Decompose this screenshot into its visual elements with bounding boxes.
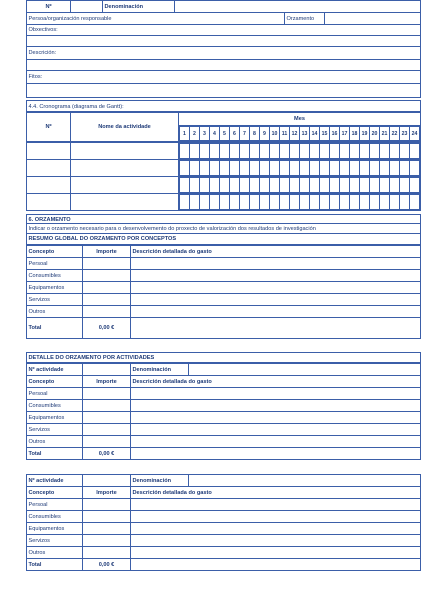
obxectivos-label: Obxectivos: <box>26 25 421 36</box>
concept-row <box>27 400 421 412</box>
gantt-month-cell[interactable] <box>190 161 200 176</box>
concept-label: Outros <box>27 547 83 559</box>
total-label: Total <box>27 559 83 571</box>
importe-cell[interactable] <box>83 535 131 547</box>
section6-title: 6. ORZAMENTO <box>26 214 421 224</box>
gantt-month-cell[interactable] <box>260 178 270 193</box>
fitos-field[interactable] <box>26 84 421 98</box>
concept-row <box>27 270 421 282</box>
gantt-month-cell[interactable] <box>230 195 240 210</box>
concept-row <box>27 523 421 535</box>
concept-label: Consumibles <box>27 400 83 412</box>
gantt-month-cell[interactable] <box>410 178 420 193</box>
gantt-month-cell[interactable] <box>240 178 250 193</box>
descricion-cell[interactable] <box>131 306 421 318</box>
gantt-month-cell[interactable] <box>370 195 380 210</box>
resumo-table <box>26 245 421 339</box>
col-descricion: Descrición detallada do gasto <box>131 376 421 388</box>
gantt-month: 17 <box>340 127 350 141</box>
gantt-month: 13 <box>300 127 310 141</box>
concept-row <box>27 294 421 306</box>
gantt-month-cell[interactable] <box>180 144 190 159</box>
concept-label: Consumibles <box>27 511 83 523</box>
gantt-month-cell[interactable] <box>400 195 410 210</box>
gantt-month: 3 <box>200 127 210 141</box>
total-row <box>27 559 421 571</box>
gantt-month: 18 <box>350 127 360 141</box>
total-value: 0,00 € <box>83 318 131 339</box>
gantt-month-cell[interactable] <box>360 178 370 193</box>
gantt-month-cell[interactable] <box>200 161 210 176</box>
descricion-cell[interactable] <box>131 282 421 294</box>
importe-cell[interactable] <box>83 547 131 559</box>
orzamento-section <box>26 214 421 339</box>
gantt-row-months <box>179 160 421 177</box>
gantt-month-cell[interactable] <box>280 195 290 210</box>
concept-row <box>27 282 421 294</box>
gantt-month-cell[interactable] <box>230 161 240 176</box>
gantt-row <box>27 143 421 160</box>
activity-header-table <box>26 0 421 25</box>
concept-label: Outros <box>27 306 83 318</box>
gantt-month-cell[interactable] <box>240 161 250 176</box>
concept-row <box>27 499 421 511</box>
descricion-cell[interactable] <box>131 523 421 535</box>
gantt-month-cell[interactable] <box>250 144 260 159</box>
gantt-month-cell[interactable] <box>180 161 190 176</box>
gantt-row-name[interactable] <box>71 177 179 194</box>
gantt-month-cell[interactable] <box>330 161 340 176</box>
gantt-month-cell[interactable] <box>340 161 350 176</box>
gantt-month-cell[interactable] <box>310 144 320 159</box>
descricion-cell[interactable] <box>131 400 421 412</box>
importe-cell[interactable] <box>83 436 131 448</box>
gantt-month-cell[interactable] <box>270 195 280 210</box>
gantt-month-cell[interactable] <box>400 144 410 159</box>
denominacion-label: Denominación <box>103 1 175 13</box>
gantt-month-cell[interactable] <box>240 195 250 210</box>
gantt-month-cell[interactable] <box>190 195 200 210</box>
gantt-month-cell[interactable] <box>210 161 220 176</box>
gantt-month-cell[interactable] <box>300 161 310 176</box>
detalle-block-2 <box>26 474 421 571</box>
gantt-month-cell[interactable] <box>270 161 280 176</box>
resumo-title: RESUMO GLOBAL DO ORZAMENTO POR CONCEPTOS <box>26 234 421 245</box>
gantt-month-cell[interactable] <box>300 144 310 159</box>
gantt-month-cell[interactable] <box>220 161 230 176</box>
importe-cell[interactable] <box>83 258 131 270</box>
gantt-month-cell[interactable] <box>360 195 370 210</box>
importe-cell[interactable] <box>83 523 131 535</box>
gantt-month-cell[interactable] <box>250 195 260 210</box>
importe-cell[interactable] <box>83 400 131 412</box>
gantt-month-cell[interactable] <box>320 161 330 176</box>
gantt-month-cell[interactable] <box>270 144 280 159</box>
gantt-month-cell[interactable] <box>390 195 400 210</box>
descricion-cell[interactable] <box>131 388 421 400</box>
col-concepto: Concepto <box>27 487 83 499</box>
gantt-month-cell[interactable] <box>350 144 360 159</box>
gantt-month-cell[interactable] <box>220 178 230 193</box>
concept-label: Persoal <box>27 499 83 511</box>
total-desc <box>131 318 421 339</box>
no-actividade-value[interactable] <box>83 364 131 376</box>
gantt-month-cell[interactable] <box>270 178 280 193</box>
gantt-month-cell[interactable] <box>290 161 300 176</box>
detalle-table-2 <box>26 474 421 571</box>
gantt-month-cell[interactable] <box>280 144 290 159</box>
concept-row <box>27 436 421 448</box>
gantt-month-cell[interactable] <box>250 178 260 193</box>
gantt-month-cell[interactable] <box>390 144 400 159</box>
descricion-cell[interactable] <box>131 499 421 511</box>
gantt-month-cell[interactable] <box>310 161 320 176</box>
concept-row <box>27 412 421 424</box>
gantt-month-cell[interactable] <box>410 161 420 176</box>
concept-label: Outros <box>27 436 83 448</box>
gantt-month: 6 <box>230 127 240 141</box>
importe-cell[interactable] <box>83 499 131 511</box>
gantt-month-cell[interactable] <box>230 178 240 193</box>
persoa-label: Persoa/organización responsable <box>27 13 285 25</box>
detalle-block-1 <box>26 352 421 460</box>
col-descricion: Descrición detallada do gasto <box>131 487 421 499</box>
descricion-cell[interactable] <box>131 294 421 306</box>
denominacion-value[interactable] <box>189 364 421 376</box>
gantt-month-cell[interactable] <box>180 178 190 193</box>
concept-label: Equipamentos <box>27 523 83 535</box>
concept-label: Consumibles <box>27 270 83 282</box>
gantt-month-cell[interactable] <box>350 178 360 193</box>
section6-description: Indicar o orzamento necesario para o desenvolvemento do proxecto de valorización dos resultados de investigación <box>26 224 421 234</box>
detalle-title: DETALLE DO ORZAMENTO POR ACTIVIDADES <box>26 352 421 363</box>
gantt-month: 20 <box>370 127 380 141</box>
gantt-row-name[interactable] <box>71 194 179 211</box>
concept-row <box>27 535 421 547</box>
concept-row <box>27 547 421 559</box>
gantt-month: 5 <box>220 127 230 141</box>
gantt-row <box>27 160 421 177</box>
importe-cell[interactable] <box>83 306 131 318</box>
gantt-month-cell[interactable] <box>340 195 350 210</box>
detalle-table-1 <box>26 363 421 460</box>
gantt-month: 24 <box>410 127 420 141</box>
no-actividade-value[interactable] <box>83 475 131 487</box>
col-importe: Importe <box>83 376 131 388</box>
gantt-month: 7 <box>240 127 250 141</box>
concept-label: Servizos <box>27 535 83 547</box>
orzamento-value[interactable] <box>325 13 421 25</box>
col-descricion: Descrición detallada do gasto <box>131 246 421 258</box>
gantt-month-cell[interactable] <box>400 178 410 193</box>
gantt-row-months <box>179 143 421 160</box>
importe-cell[interactable] <box>83 511 131 523</box>
gantt-month-cell[interactable] <box>320 144 330 159</box>
gantt-month-cell[interactable] <box>360 161 370 176</box>
gantt-month-cell[interactable] <box>190 178 200 193</box>
gantt-month-cell[interactable] <box>320 195 330 210</box>
gantt-row-name[interactable] <box>71 143 179 160</box>
gantt-row <box>27 194 421 211</box>
gantt-month-cell[interactable] <box>340 144 350 159</box>
gantt-month-cell[interactable] <box>240 144 250 159</box>
gantt-month-cell[interactable] <box>250 161 260 176</box>
gantt-month-cell[interactable] <box>300 178 310 193</box>
gantt-month-cell[interactable] <box>380 144 390 159</box>
gantt-month-cell[interactable] <box>410 195 420 210</box>
gantt-month: 16 <box>330 127 340 141</box>
gantt-month-cell[interactable] <box>310 178 320 193</box>
gantt-month-cell[interactable] <box>370 161 380 176</box>
gantt-month-cell[interactable] <box>290 178 300 193</box>
gantt-month-cell[interactable] <box>230 144 240 159</box>
denominacion-value[interactable] <box>175 1 421 13</box>
gantt-month-cell[interactable] <box>210 144 220 159</box>
fitos-label: Fitos: <box>26 71 421 84</box>
total-value: 0,00 € <box>83 448 131 460</box>
gantt-month: 14 <box>310 127 320 141</box>
gantt-row-name[interactable] <box>71 160 179 177</box>
gantt-month-cell[interactable] <box>360 144 370 159</box>
denominacion-label: Denominación <box>131 364 189 376</box>
activity-header-block <box>26 0 421 98</box>
concept-row <box>27 388 421 400</box>
gantt-table <box>26 112 421 142</box>
gantt-row-months <box>179 194 421 211</box>
concept-label: Persoal <box>27 388 83 400</box>
gantt-month-cell[interactable] <box>300 195 310 210</box>
gantt-month-cell[interactable] <box>350 195 360 210</box>
gantt-month-cell[interactable] <box>380 178 390 193</box>
gantt-month-cell[interactable] <box>380 161 390 176</box>
gantt-row <box>27 177 421 194</box>
gantt-month-cell[interactable] <box>400 161 410 176</box>
descricion-cell[interactable] <box>131 412 421 424</box>
total-desc <box>131 448 421 460</box>
gantt-month-cell[interactable] <box>280 178 290 193</box>
concept-row <box>27 258 421 270</box>
gantt-col-mes: Mes <box>179 113 421 126</box>
total-row <box>27 318 421 339</box>
gantt-month: 15 <box>320 127 330 141</box>
gantt-month: 11 <box>280 127 290 141</box>
gantt-month: 8 <box>250 127 260 141</box>
concept-row <box>27 424 421 436</box>
col-importe: Importe <box>83 246 131 258</box>
gantt-month-cell[interactable] <box>310 195 320 210</box>
gantt-row-no[interactable] <box>27 194 71 211</box>
gantt-month-cell[interactable] <box>260 195 270 210</box>
gantt-month-cell[interactable] <box>410 144 420 159</box>
importe-cell[interactable] <box>83 270 131 282</box>
gantt-month: 1 <box>180 127 190 141</box>
concept-label: Persoal <box>27 258 83 270</box>
concept-label: Equipamentos <box>27 282 83 294</box>
gantt-month: 21 <box>380 127 390 141</box>
gantt-title: 4.4. Cronograma (diagrama de Gantt): <box>26 100 421 112</box>
gantt-month-cell[interactable] <box>190 144 200 159</box>
importe-cell[interactable] <box>83 282 131 294</box>
descricion-cell[interactable] <box>131 258 421 270</box>
no-actividade-label: Nº actividade <box>27 475 83 487</box>
gantt-month-cell[interactable] <box>210 195 220 210</box>
gantt-month-cell[interactable] <box>390 178 400 193</box>
gantt-month-cell[interactable] <box>350 161 360 176</box>
gantt-month-cell[interactable] <box>330 195 340 210</box>
gantt-month: 23 <box>400 127 410 141</box>
gantt-months-cell <box>179 126 421 142</box>
gantt-month-cell[interactable] <box>220 195 230 210</box>
no-label: Nº <box>27 1 71 13</box>
concept-row <box>27 306 421 318</box>
gantt-month-cell[interactable] <box>220 144 230 159</box>
importe-cell[interactable] <box>83 388 131 400</box>
gantt-body <box>26 142 421 211</box>
gantt-month: 4 <box>210 127 220 141</box>
gantt-month-cell[interactable] <box>290 144 300 159</box>
descricion-cell[interactable] <box>131 511 421 523</box>
gantt-block <box>26 100 421 211</box>
descricion-cell[interactable] <box>131 547 421 559</box>
total-value: 0,00 € <box>83 559 131 571</box>
gantt-month: 19 <box>360 127 370 141</box>
importe-cell[interactable] <box>83 412 131 424</box>
gantt-col-no: Nº <box>27 113 71 142</box>
gantt-month-cell[interactable] <box>380 195 390 210</box>
concept-row <box>27 511 421 523</box>
gantt-row-no[interactable] <box>27 143 71 160</box>
total-desc <box>131 559 421 571</box>
total-row <box>27 448 421 460</box>
denominacion-value[interactable] <box>189 475 421 487</box>
gantt-month-cell[interactable] <box>200 178 210 193</box>
no-value[interactable] <box>71 1 103 13</box>
concept-label: Equipamentos <box>27 412 83 424</box>
descricion-cell[interactable] <box>131 270 421 282</box>
gantt-month-cell[interactable] <box>180 195 190 210</box>
total-label: Total <box>27 318 83 339</box>
gantt-month: 2 <box>190 127 200 141</box>
gantt-month-cell[interactable] <box>370 178 380 193</box>
importe-cell[interactable] <box>83 294 131 306</box>
descricion-cell[interactable] <box>131 436 421 448</box>
gantt-month: 9 <box>260 127 270 141</box>
gantt-month-cell[interactable] <box>390 161 400 176</box>
gantt-month-cell[interactable] <box>340 178 350 193</box>
gantt-month-cell[interactable] <box>290 195 300 210</box>
col-concepto: Concepto <box>27 246 83 258</box>
gantt-month: 22 <box>390 127 400 141</box>
denominacion-label: Denominación <box>131 475 189 487</box>
descricion-cell[interactable] <box>131 424 421 436</box>
importe-cell[interactable] <box>83 424 131 436</box>
gantt-month-cell[interactable] <box>210 178 220 193</box>
gantt-month-cell[interactable] <box>260 161 270 176</box>
gantt-month-cell[interactable] <box>260 144 270 159</box>
gantt-month: 10 <box>270 127 280 141</box>
descricion-label: Descrición: <box>26 47 421 60</box>
gantt-month-cell[interactable] <box>280 161 290 176</box>
gantt-col-name: Nome da actividade <box>71 113 179 142</box>
gantt-month-cell[interactable] <box>370 144 380 159</box>
gantt-month: 12 <box>290 127 300 141</box>
gantt-row-months <box>179 177 421 194</box>
descricion-field[interactable] <box>26 60 421 71</box>
gantt-month-cell[interactable] <box>200 144 210 159</box>
concept-label: Servizos <box>27 294 83 306</box>
gantt-month-cell[interactable] <box>200 195 210 210</box>
total-label: Total <box>27 448 83 460</box>
col-importe: Importe <box>83 487 131 499</box>
col-concepto: Concepto <box>27 376 83 388</box>
no-actividade-label: Nº actividade <box>27 364 83 376</box>
gantt-row-no[interactable] <box>27 177 71 194</box>
gantt-row-no[interactable] <box>27 160 71 177</box>
descricion-cell[interactable] <box>131 535 421 547</box>
obxectivos-field[interactable] <box>26 36 421 47</box>
concept-label: Servizos <box>27 424 83 436</box>
gantt-month-cell[interactable] <box>330 178 340 193</box>
gantt-month-cell[interactable] <box>330 144 340 159</box>
gantt-month-cell[interactable] <box>320 178 330 193</box>
orzamento-label: Orzamento <box>285 13 325 25</box>
